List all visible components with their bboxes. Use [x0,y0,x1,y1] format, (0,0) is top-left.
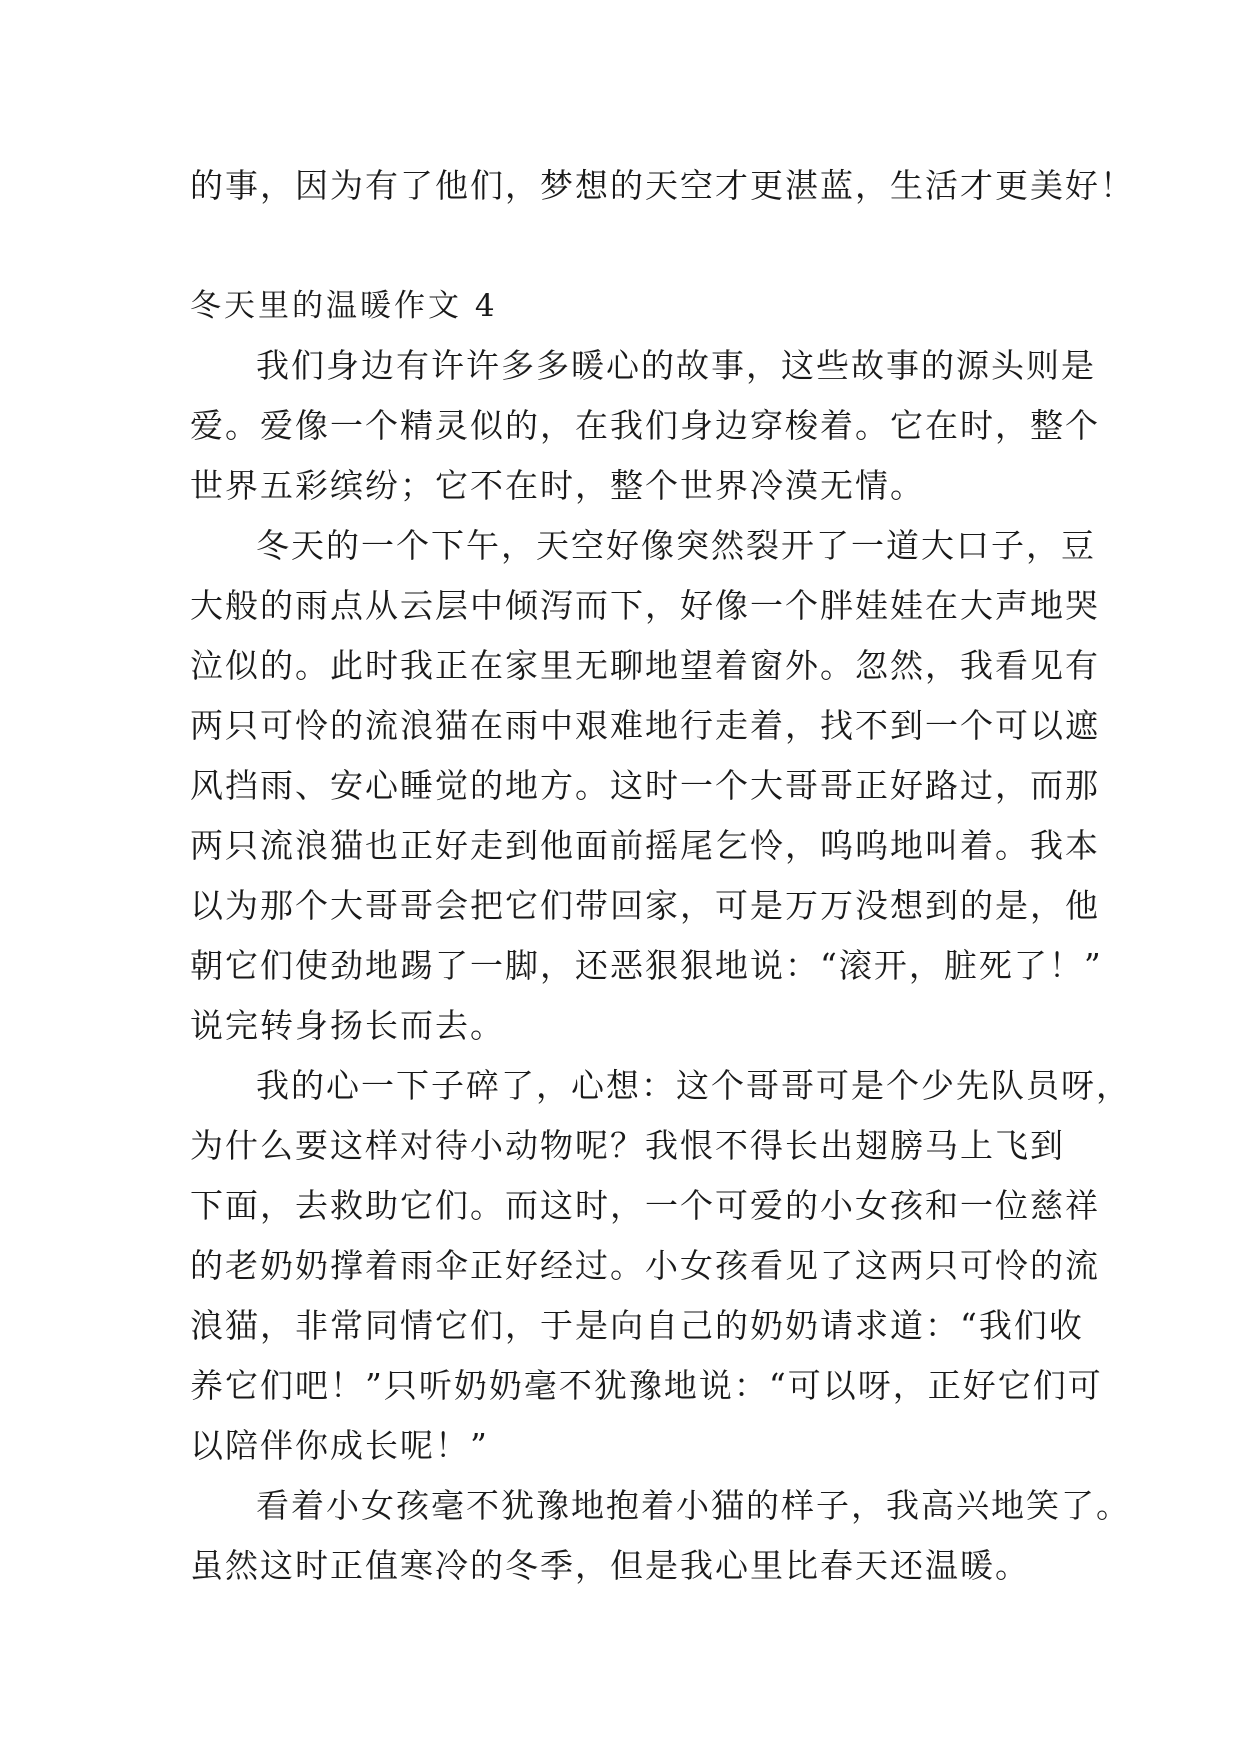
paragraph-line: 爱。爱像一个精灵似的，在我们身边穿梭着。它在时，整个 [190,406,1100,445]
paragraph-line: 泣似的。此时我正在家里无聊地望着窗外。忽然，我看见有 [190,646,1100,685]
paragraph-line: 的老奶奶撑着雨伞正好经过。小女孩看见了这两只可怜的流 [190,1246,1100,1285]
paragraph-line: 看着小女孩毫不犹豫地抱着小猫的样子，我高兴地笑了。 [256,1486,1131,1525]
paragraph-line: 说完转身扬长而去。 [190,1006,505,1045]
paragraph-line: 下面，去救助它们。而这时，一个可爱的小女孩和一位慈祥 [190,1186,1100,1225]
carryover-line: 的事，因为有了他们，梦想的天空才更湛蓝，生活才更美好！ [190,166,1135,205]
paragraph-line: 虽然这时正值寒冷的冬季，但是我心里比春天还温暖。 [190,1546,1030,1585]
paragraph-line: 两只可怜的流浪猫在雨中艰难地行走着，找不到一个可以遮 [190,706,1100,745]
paragraph-line: 浪猫，非常同情它们，于是向自己的奶奶请求道：“我们收 [190,1306,1084,1345]
paragraph-line: 大般的雨点从云层中倾泻而下，好像一个胖娃娃在大声地哭 [190,586,1100,625]
paragraph-line: 两只流浪猫也正好走到他面前摇尾乞怜，呜呜地叫着。我本 [190,826,1100,865]
paragraph-line: 以陪伴你成长呢！” [190,1426,489,1465]
essay-heading: 冬天里的温暖作文 4 [190,288,498,324]
paragraph-line: 养它们吧！”只听奶奶毫不犹豫地说：“可以呀，正好它们可 [190,1366,1103,1405]
paragraph-line: 为什么要这样对待小动物呢？我恨不得长出翅膀马上飞到 [190,1126,1065,1165]
paragraph-line: 我们身边有许许多多暖心的故事，这些故事的源头则是 [256,346,1096,385]
paragraph-line: 以为那个大哥哥会把它们带回家，可是万万没想到的是，他 [190,886,1100,925]
paragraph-line: 风挡雨、安心睡觉的地方。这时一个大哥哥正好路过，而那 [190,766,1100,805]
paragraph-line: 朝它们使劲地踢了一脚，还恶狠狠地说：“滚开，脏死了！” [190,946,1103,985]
paragraph-line: 冬天的一个下午，天空好像突然裂开了一道大口子，豆 [256,526,1096,565]
paragraph-line: 世界五彩缤纷；它不在时，整个世界冷漠无情。 [190,466,925,505]
paragraph-line: 我的心一下子碎了，心想：这个哥哥可是个少先队员呀， [256,1066,1131,1105]
